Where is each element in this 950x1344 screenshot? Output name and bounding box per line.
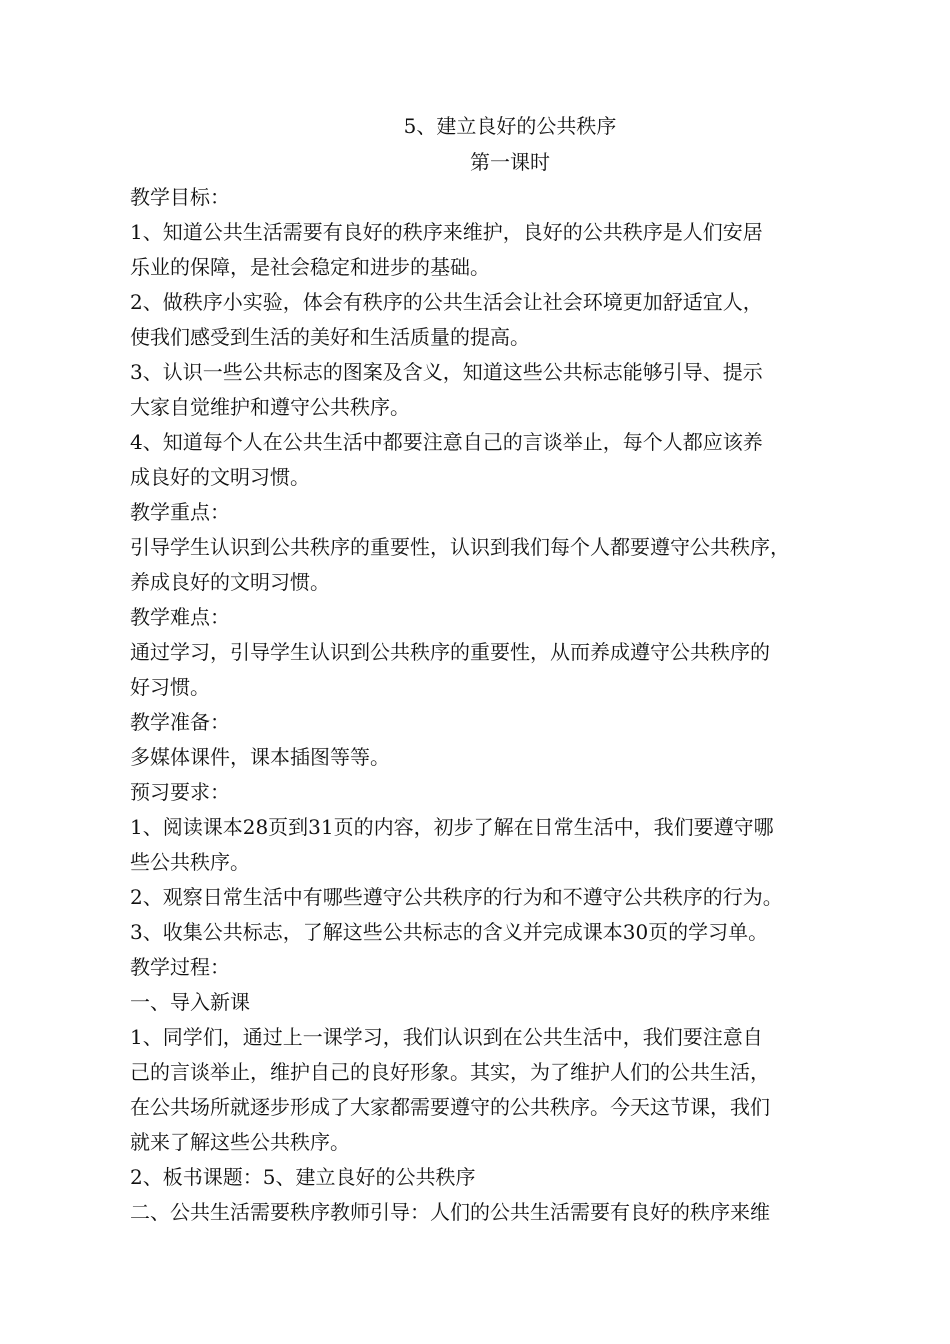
text-line: 养成良好的文明习惯。 <box>130 570 330 594</box>
text-line: 些公共秩序。 <box>130 850 250 874</box>
text-line: 二、公共生活需要秩序教师引导：人们的公共生活需要有良好的秩序来维 <box>130 1200 770 1224</box>
text-line: 预习要求： <box>130 780 230 804</box>
text-line: 2、观察日常生活中有哪些遵守公共秩序的行为和不遵守公共秩序的行为。 <box>130 885 783 909</box>
text-line: 一、导入新课 <box>130 990 250 1014</box>
text-line: 大家自觉维护和遵守公共秩序。 <box>130 395 410 419</box>
text-line: 2、板书课题：5、建立良好的公共秩序 <box>130 1165 476 1189</box>
text-line: 3、认识一些公共标志的图案及含义，知道这些公共标志能够引导、提示 <box>130 360 763 384</box>
text-line: 教学准备： <box>130 710 230 734</box>
text-line: 好习惯。 <box>130 675 210 699</box>
document-subtitle: 第一课时 <box>470 150 550 174</box>
text-line: 教学目标： <box>130 185 230 209</box>
text-line: 就来了解这些公共秩序。 <box>130 1130 350 1154</box>
text-line: 2、做秩序小实验，体会有秩序的公共生活会让社会环境更加舒适宜人， <box>130 290 763 314</box>
text-line: 教学重点： <box>130 500 230 524</box>
document-title: 5、建立良好的公共秩序 <box>403 114 617 138</box>
text-line: 引导学生认识到公共秩序的重要性，认识到我们每个人都要遵守公共秩序， <box>130 535 790 559</box>
document-body <box>130 180 860 1230</box>
text-line: 3、收集公共标志，了解这些公共标志的含义并完成课本30页的学习单。 <box>130 920 769 944</box>
text-line: 使我们感受到生活的美好和生活质量的提高。 <box>130 325 530 349</box>
text-line: 1、同学们，通过上一课学习，我们认识到在公共生活中，我们要注意自 <box>130 1025 763 1049</box>
text-line: 在公共场所就逐步形成了大家都需要遵守的公共秩序。今天这节课，我们 <box>130 1095 770 1119</box>
text-line: 1、阅读课本28页到31页的内容，初步了解在日常生活中，我们要遵守哪 <box>130 815 774 839</box>
document-page <box>130 108 860 1230</box>
text-line: 通过学习，引导学生认识到公共秩序的重要性，从而养成遵守公共秩序的 <box>130 640 770 664</box>
text-line: 教学难点： <box>130 605 230 629</box>
text-line: 己的言谈举止，维护自己的良好形象。其实，为了维护人们的公共生活， <box>130 1060 770 1084</box>
text-line: 乐业的保障，是社会稳定和进步的基础。 <box>130 255 490 279</box>
text-line: 多媒体课件，课本插图等等。 <box>130 745 390 769</box>
text-line: 1、知道公共生活需要有良好的秩序来维护，良好的公共秩序是人们安居 <box>130 220 763 244</box>
text-line: 教学过程： <box>130 955 230 979</box>
text-line: 成良好的文明习惯。 <box>130 465 310 489</box>
text-line: 4、知道每个人在公共生活中都要注意自己的言谈举止，每个人都应该养 <box>130 430 763 454</box>
